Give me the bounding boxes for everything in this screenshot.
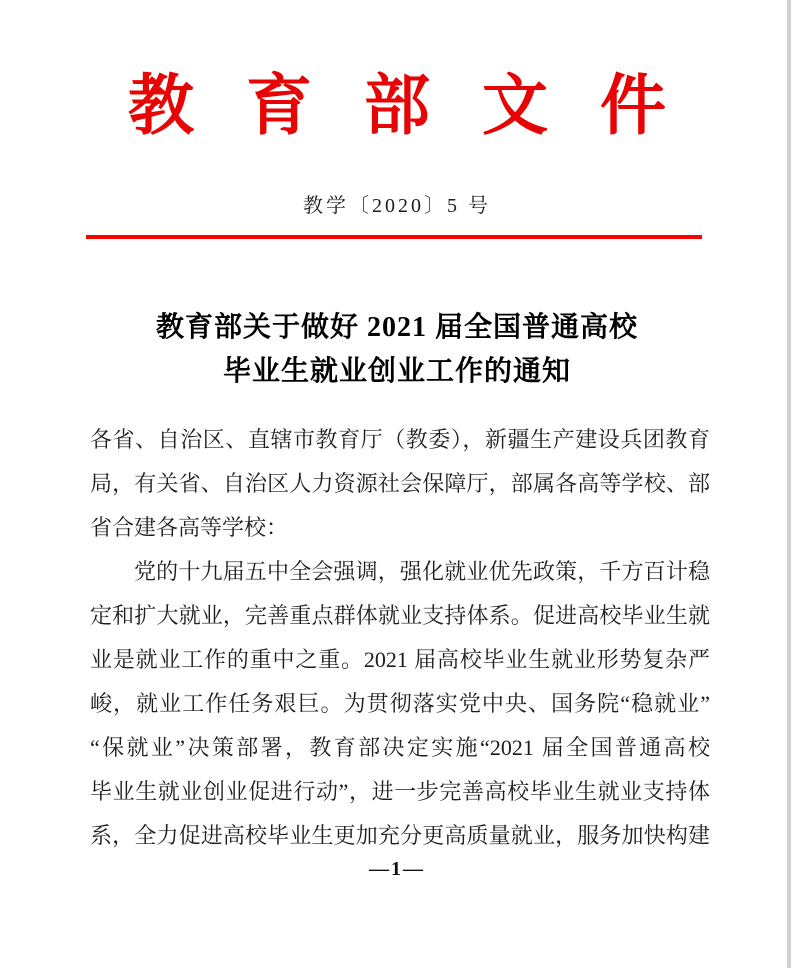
body-line: 峻，就业工作任务艰巨。为贯彻落实党中央、国务院“稳就业” <box>90 691 710 716</box>
letterhead-org-title: 教育部文件 <box>128 70 718 143</box>
body-line: 局，有关省、自治区人力资源社会保障厅，部属各高等学校、部 <box>90 471 710 496</box>
letterhead-divider-rule <box>86 235 702 239</box>
body-line: 省合建各高等学校： <box>90 515 289 540</box>
notice-title-line1: 教育部关于做好 2021 届全国普通高校 <box>155 312 638 343</box>
body-line: 系，全力促进高校毕业生更加充分更高质量就业，服务加快构建 <box>90 823 710 848</box>
page-number: —1— <box>369 858 425 880</box>
body-line: 各省、自治区、直辖市教育厅（教委），新疆生产建设兵团教育 <box>90 427 710 452</box>
notice-title-line2: 毕业生就业创业工作的通知 <box>222 356 571 387</box>
notice-body <box>90 418 710 858</box>
body-line: “保就业”决策部署，教育部决定实施“2021 届全国普通高校 <box>90 735 710 760</box>
body-line: 业是就业工作的重中之重。2021 届高校毕业生就业形势复杂严 <box>90 647 710 672</box>
body-line: 毕业生就业创业促进行动”，进一步完善高校毕业生就业支持体 <box>90 779 710 804</box>
document-number: 教学〔2020〕5 号 <box>303 195 491 217</box>
scan-edge-shadow <box>787 0 791 968</box>
notice-title <box>0 306 794 394</box>
body-line: 党的十九届五中全会强调，强化就业优先政策，千方百计稳 <box>134 559 710 584</box>
body-line: 定和扩大就业，完善重点群体就业支持体系。促进高校毕业生就 <box>90 603 710 628</box>
